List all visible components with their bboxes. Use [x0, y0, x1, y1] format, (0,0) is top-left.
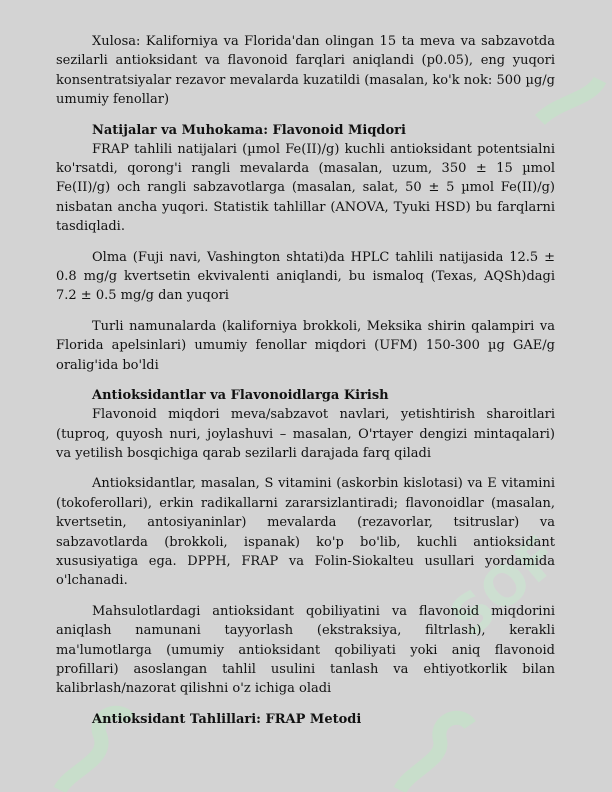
section-introduction	[56, 386, 555, 463]
section-flavonoid-content	[56, 121, 555, 237]
flavonoid-variation-paragraph: Flavonoid miqdori meva/sabzavot navlari, yetishtirish sharoitlari (tuproq, quyosh nuri, joylashuvi – masalan, O'rtayer dengizi mintaqalari) va yetilish bosqichiga qarab sezilarli darajada farq qiladi	[56, 407, 555, 461]
section-heading-frap: Antioksidant Tahlillari: FRAP Metodi	[92, 711, 362, 727]
watermark-text: SOF	[437, 523, 572, 650]
antioxidants-paragraph: Antioksidantlar, masalan, S vitamini (askorbin kislotasi) va E vitamini (tokoferollari), erkin radikallarni zararsizlantiradi; flavonoidlar (masalan, kvertsetin, antosiyaninlar) mevalarda (rezavorlar, tsitruslar) va sabzavotlarda (brokkoli, ispanak) ko'p bo'lib, kuchli antioksidant xususiyatiga ega. DPPH, FRAP va Folin-Siokalteu usullari yordamida o'lchanadi.	[56, 476, 555, 589]
frap-results-paragraph: FRAP tahlili natijalari (µmol Fe(II)/g) kuchli antioksidant potentsialni ko'rsatdi, qorong'i rangli mevalarda (masalan, uzum, 350 ± 15 µmol Fe(II)/g) och rangli sabzavotlarga (masalan, salat, 50 ± 5 µmol Fe(II)/g) nisbatan ancha yuqori. Statistik tahlillar (ANOVA, Tyuki HSD) bu farqlarni tasdiqladi.	[56, 141, 555, 235]
document-page	[56, 32, 555, 740]
phenols-paragraph: Turli namunalarda (kaliforniya brokkoli, Meksika shirin qalampiri va Florida apelsinlari) umumiy fenollar miqdori (UFM) 150-300 µg GAE/g oralig'ida bo'ldi	[56, 318, 555, 373]
conclusion-paragraph: Xulosa: Kaliforniya va Florida'dan olingan 15 ta meva va sabzavotda sezilarli antioksidant va flavonoid farqlari aniqlandi (p0.05), eng yuqori konsentratsiyalar rezavor mevalarda kuzatildi (masalan, ko'k nok: 500 µg/g umumiy fenollar)	[56, 34, 555, 108]
section-frap-method	[56, 710, 555, 729]
section-heading-introduction: Antioksidantlar va Flavonoidlarga Kirish	[92, 388, 389, 404]
hplc-paragraph: Olma (Fuji navi, Vashington shtati)da HPLC tahlili natijasida 12.5 ± 0.8 mg/g kvertsetin ekvivalenti aniqlandi, bu ismaloq (Texas, AQSh)dagi 7.2 ± 0.5 mg/g dan yuqori	[56, 249, 555, 304]
section-heading-results: Natijalar va Muhokama: Flavonoid Miqdori	[92, 122, 406, 138]
methods-paragraph: Mahsulotlardagi antioksidant qobiliyatini va flavonoid miqdorini aniqlash namunani tayyorlash (ekstraksiya, filtrlash), kerakli ma'lumotlarga (umumiy antioksidant qobiliyati yoki aniq flavonoid profillari) asoslangan tahlil usulini tanlash va ehtiyotkorlik bilan kalibrlash/nazorat qilishni o'z ichiga oladi	[56, 603, 555, 697]
